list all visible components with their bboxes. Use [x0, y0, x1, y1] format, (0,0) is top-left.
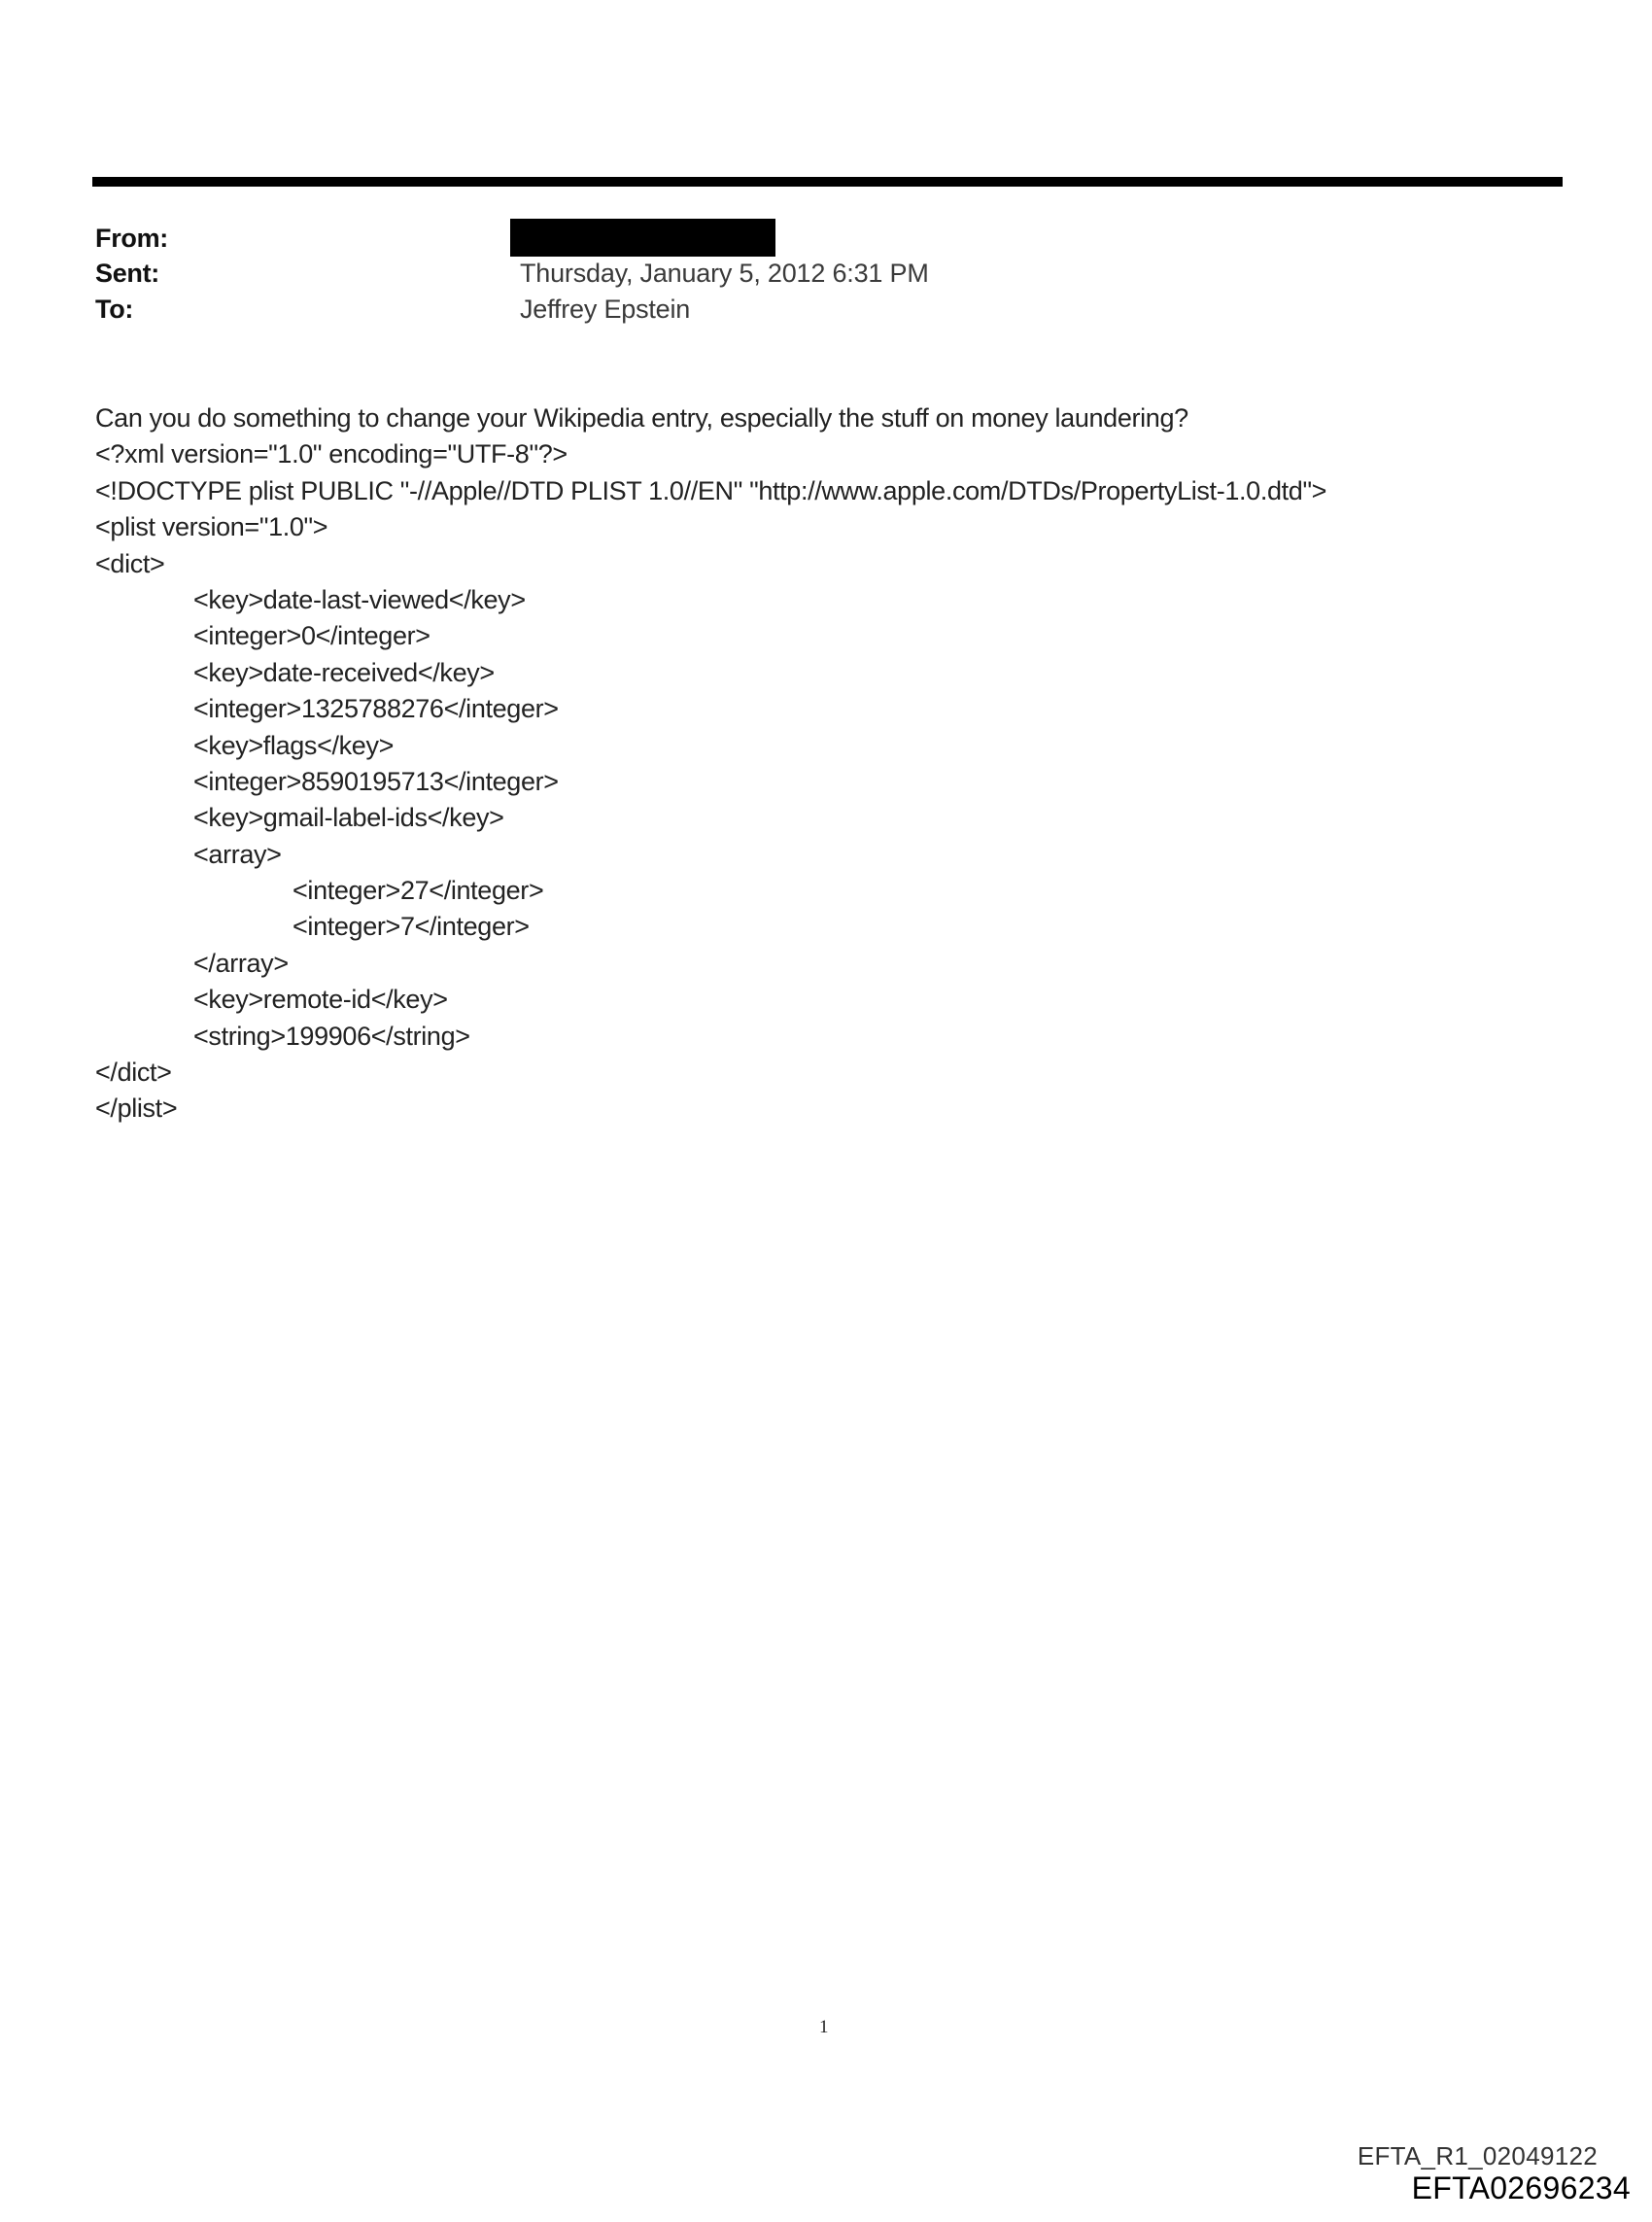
to-label: To:: [95, 295, 134, 324]
body-line: <plist version="1.0">: [95, 512, 328, 542]
to-value: Jeffrey Epstein: [520, 295, 691, 324]
bates-stamp-secondary: EFTA02696234: [1411, 2170, 1631, 2205]
sent-label: Sent:: [95, 259, 160, 288]
body-line: <!DOCTYPE plist PUBLIC "-//Apple//DTD PLIST 1.0//EN" "http://www.apple.com/DTDs/PropertyList-1.0.dtd">: [95, 475, 1327, 505]
body-line: <key>date-received</key>: [193, 657, 495, 687]
body-line: <key>gmail-label-ids</key>: [193, 803, 504, 833]
body-line: <string>199906</string>: [193, 1021, 470, 1051]
body-line: <key>remote-id</key>: [193, 985, 448, 1015]
sent-value: Thursday, January 5, 2012 6:31 PM: [520, 259, 929, 288]
body-line: <dict>: [95, 548, 165, 578]
body-line: <key>date-last-viewed</key>: [193, 584, 526, 614]
body-line: <integer>7</integer>: [293, 912, 530, 942]
body-line: <integer>8590195713</integer>: [193, 766, 559, 796]
body-line: <integer>1325788276</integer>: [193, 694, 559, 724]
bates-stamp-primary: EFTA_R1_02049122: [1357, 2141, 1598, 2170]
body-line: Can you do something to change your Wikipedia entry, especially the stuff on money laundering?: [95, 403, 1188, 433]
body-line: <?xml version="1.0" encoding="UTF-8"?>: [95, 439, 568, 469]
from-label: From:: [95, 224, 168, 253]
body-line: </plist>: [95, 1094, 178, 1124]
from-redaction-box: [510, 219, 775, 257]
body-line: <integer>27</integer>: [293, 876, 544, 906]
page-number: 1: [819, 2017, 829, 2037]
body-line: </dict>: [95, 1058, 172, 1088]
body-line: <array>: [193, 839, 282, 869]
header-divider-rule: [92, 177, 1563, 187]
body-line: <key>flags</key>: [193, 730, 395, 760]
body-line: </array>: [193, 948, 289, 978]
body-line: <integer>0</integer>: [193, 621, 430, 651]
email-body: [95, 400, 1326, 1128]
